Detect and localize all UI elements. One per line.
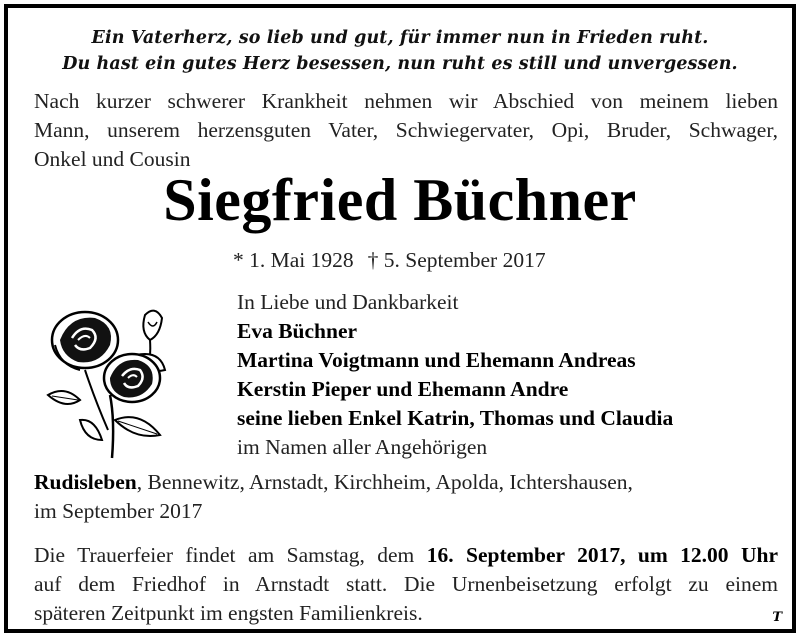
intro-line-1: Nach kurzer schwerer Krankheit nehmen wir Abschied von meinem lieben [34, 89, 778, 113]
verse-line-1: Ein Vaterherz, so lieb und gut, für immer nun in Frieden ruht. [91, 28, 709, 48]
mourner-name: seine lieben Enkel Katrin, Thomas und Claudia [237, 406, 674, 430]
mourner-name: Eva Büchner [237, 319, 358, 343]
mourners-heading: In Liebe und Dankbarkeit [237, 290, 459, 314]
funeral-notice [34, 541, 778, 628]
mourners-closing: im Namen aller Angehörigen [237, 435, 488, 459]
place-month: im September 2017 [34, 499, 203, 523]
life-dates [233, 248, 546, 273]
funeral-line-3: späteren Zeitpunkt im engsten Familienkreis. [34, 601, 423, 625]
death-date: † 5. September 2017 [367, 248, 546, 272]
funeral-datetime: 16. September 2017, um 12.00 Uhr [426, 543, 778, 567]
mourner-name: Kerstin Pieper und Ehemann Andre [237, 377, 569, 401]
rose-icon [40, 300, 170, 460]
mourner-name: Martina Voigtmann und Ehemann Andreas [237, 348, 636, 372]
birth-date: * 1. Mai 1928 [233, 248, 354, 272]
intro-text [34, 87, 778, 174]
obituary-frame [4, 4, 796, 633]
mourners-block [237, 288, 673, 462]
verse-line-2: Du hast ein gutes Herz besessen, nun ruht es still und unvergessen. [62, 54, 738, 74]
place-others: , Bennewitz, Arnstadt, Kirchheim, Apolda, Ichtershausen, [136, 470, 633, 494]
funeral-intro: Die Trauerfeier findet am Samstag, dem [34, 543, 427, 567]
funeral-line-2: auf dem Friedhof in Arnstadt statt. Die Urnenbeisetzung erfolgt zu einem [34, 572, 778, 596]
intro-line-3: Onkel und Cousin [34, 147, 191, 171]
deceased-name: Siegfried Büchner [163, 167, 637, 233]
place-town: Rudisleben [34, 470, 137, 494]
corner-mark: T [772, 610, 782, 625]
place-block [34, 468, 633, 526]
intro-line-2: Mann, unserem herzensguten Vater, Schwiegervater, Opi, Bruder, Schwager, [34, 118, 778, 142]
